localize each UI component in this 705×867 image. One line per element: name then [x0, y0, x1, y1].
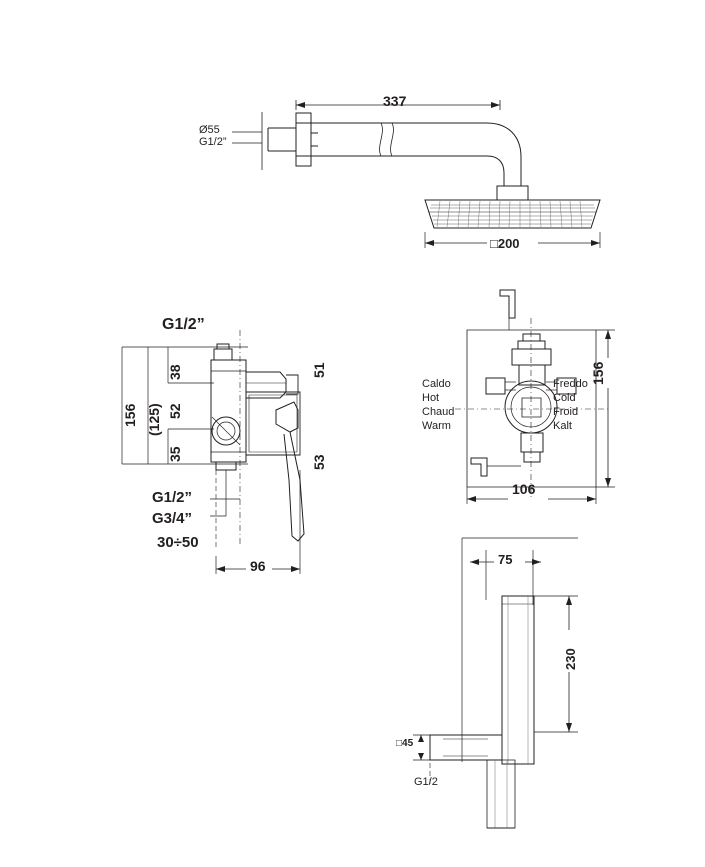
dim-handshower-length: 230	[563, 648, 578, 670]
dim-head-size: □200	[490, 236, 520, 251]
callout-mixer-top-thread: G1/2”	[162, 316, 205, 333]
dim-arm-length: 337	[383, 93, 407, 109]
dim-handshower-bracket-projection: 75	[498, 552, 513, 567]
callout-mixer-inlet-thread: G3/4”	[152, 510, 193, 527]
label-cold-cold: Cold	[553, 392, 576, 404]
dim-mixer-upper-segment: 38	[167, 364, 183, 380]
dim-mixer-right-lower: 53	[311, 454, 327, 470]
label-cold-kalt: Kalt	[553, 420, 572, 432]
label-cold-froid: Froid	[553, 406, 579, 418]
callout-wall-thickness-range: 30÷50	[157, 534, 199, 551]
callout-flange-diameter: Ø55	[199, 124, 220, 136]
dim-mixer-depth: 96	[250, 558, 266, 574]
label-hot-chaud: Chaud	[422, 406, 455, 418]
dim-mixer-right-upper: 51	[311, 362, 327, 378]
callout-arm-inlet-thread: G1/2”	[199, 136, 227, 148]
dim-mixer-height-alt: (125)	[146, 403, 162, 436]
label-cold-freddo: Freddo	[553, 378, 588, 390]
callout-handshower-supply-thread: G1/2	[414, 776, 438, 788]
dim-mixer-middle-segment: 52	[167, 403, 183, 419]
dim-mixer-total-height: 156	[122, 403, 138, 427]
dim-handshower-outlet-size: □45	[396, 738, 414, 749]
dim-mixer-lower-segment: 35	[167, 446, 183, 462]
label-hot-hot: Hot	[422, 392, 440, 404]
callout-mixer-outlet-thread: G1/2”	[152, 489, 193, 506]
dim-roughin-width: 106	[512, 481, 536, 497]
label-hot-caldo: Caldo	[422, 378, 451, 390]
dim-roughin-height: 156	[590, 361, 606, 385]
label-hot-warm: Warm	[422, 420, 451, 432]
